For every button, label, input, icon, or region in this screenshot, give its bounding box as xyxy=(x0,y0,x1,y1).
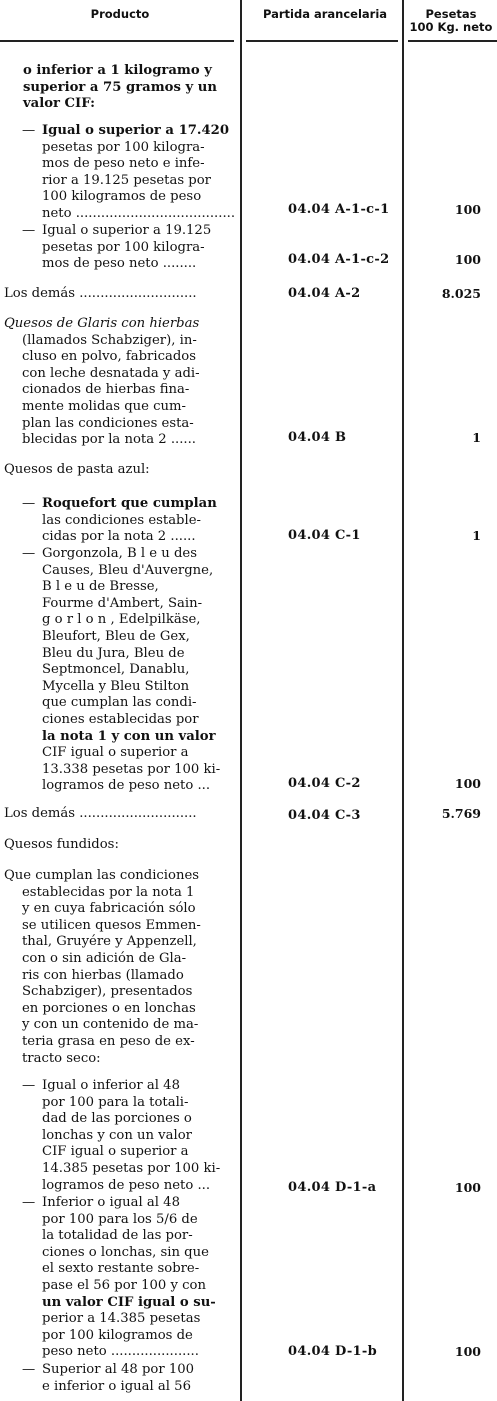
value-glaris: 1 xyxy=(472,430,481,445)
code-a2: 04.04 A-1-c-2 xyxy=(288,252,390,267)
header-producto: Producto xyxy=(90,7,150,21)
value-d2: 100 xyxy=(454,1344,481,1359)
dash-a1: — xyxy=(22,123,36,138)
item-a1-text: Igual o superior a 17.420 pesetas por 100 kilogra- mos de peso neto e infe- rior a 19.125 pesetas por 100 kilogramos de peso neto ...................................... xyxy=(42,123,236,221)
value-demas-2: 5.769 xyxy=(441,806,481,821)
code-d2: 04.04 D-1-b xyxy=(288,1344,377,1359)
header-pesetas-line2: 100 Kg. neto xyxy=(409,20,493,34)
d1-text: Igual o inferior al 48 por 100 para la totali- dad de las porciones o lonchas y con un valor CIF igual o superior a 14.385 pesetas por 100 ki- logramos de peso neto ... xyxy=(42,1078,221,1193)
code-demas-2: 04.04 C-3 xyxy=(288,808,361,823)
header-pesetas-line1: Pesetas xyxy=(425,7,477,21)
dash-d2: — xyxy=(22,1195,36,1210)
intro-text: o inferior a 1 kilogramo y superior a 75 gramos y un valor CIF: xyxy=(23,63,217,112)
value-roquefort: 1 xyxy=(472,528,481,543)
column-rule-2 xyxy=(402,0,404,1401)
dash-a2: — xyxy=(22,223,36,238)
dash-d3: — xyxy=(22,1362,36,1377)
value-demas-1: 8.025 xyxy=(441,286,481,301)
code-demas-1: 04.04 A-2 xyxy=(288,286,361,301)
value-a1: 100 xyxy=(454,202,481,217)
d2-text: Inferior o igual al 48 por 100 para los 5/6 de la totalidad de las por- ciones o lonchas, sin que el sexto restante sobre- pase el 56 por 100 y con un valor CIF igual o su- perior a 14.385 pesetas por 100 kilogramos de peso neto ..................... xyxy=(42,1195,216,1360)
code-d1: 04.04 D-1-a xyxy=(288,1180,377,1195)
gorgonzola-text: Gorgonzola, B l e u des Causes, Bleu d'Auvergne, B l e u de Bresse, Fourme d'Ambert, Sain- g o r l o n , Edelpilkäse, Bleufort, Bleu de Gex, Bleu du Jura, Bleu de Septmoncel, Danablu, Mycella y Bleu Stilton que cumplan las condi- ciones establecidas por la nota 1 y con un valor CIF igual o superior a 13.338 pesetas por 100 ki- logramos de peso neto ... xyxy=(42,546,221,794)
dash-gorgonzola: — xyxy=(22,546,36,561)
header-partida: Partida arancelaria xyxy=(262,7,388,21)
value-a2: 100 xyxy=(454,252,481,267)
value-d1: 100 xyxy=(454,1180,481,1195)
code-a1: 04.04 A-1-c-1 xyxy=(288,202,390,217)
azul-title: Quesos de pasta azul: xyxy=(4,462,150,477)
header-rule-1 xyxy=(0,40,234,42)
code-glaris: 04.04 B xyxy=(288,430,347,445)
roquefort-text: Roquefort que cumplan las condiciones estable- cidas por la nota 2 ...... xyxy=(42,496,217,545)
header-pesetas xyxy=(406,8,496,34)
item-a2-text: Igual o superior a 19.125 pesetas por 100 kilogra- mos de peso neto ........ xyxy=(42,223,212,272)
dash-d1: — xyxy=(22,1078,36,1093)
glaris-text: Quesos de Glaris con hierbas (llamados Schabziger), in- cluso en polvo, fabricados con leche desnatada y adi- cionados de hierbas fina- mente molidas que cum- plan las condiciones esta- blecidas por la nota 2 ...... xyxy=(4,316,200,448)
header-rule-3 xyxy=(408,40,497,42)
header-rule-2 xyxy=(246,40,398,42)
dash-roquefort: — xyxy=(22,496,36,511)
demas-1-text: Los demás ............................ xyxy=(4,286,197,301)
d3-text: Superior al 48 por 100 e inferior o igual al 56 xyxy=(42,1362,195,1394)
column-rule-1 xyxy=(240,0,242,1401)
code-roquefort: 04.04 C-1 xyxy=(288,528,361,543)
value-gorgonzola: 100 xyxy=(454,776,481,791)
fundidos-title: Quesos fundidos: xyxy=(4,837,119,852)
que-cumplan-text: Que cumplan las condiciones establecidas por la nota 1 y en cuya fabricación sólo se utilicen quesos Emmen- thal, Gruyére y Appenzell, con o sin adición de Gla- ris con hierbas (llamado Schabziger), presentados en porciones o en lonchas y con un contenido de ma- teria grasa en peso de ex- tracto seco: xyxy=(4,868,201,1066)
demas-2-text: Los demás ............................ xyxy=(4,806,197,821)
code-gorgonzola: 04.04 C-2 xyxy=(288,776,361,791)
